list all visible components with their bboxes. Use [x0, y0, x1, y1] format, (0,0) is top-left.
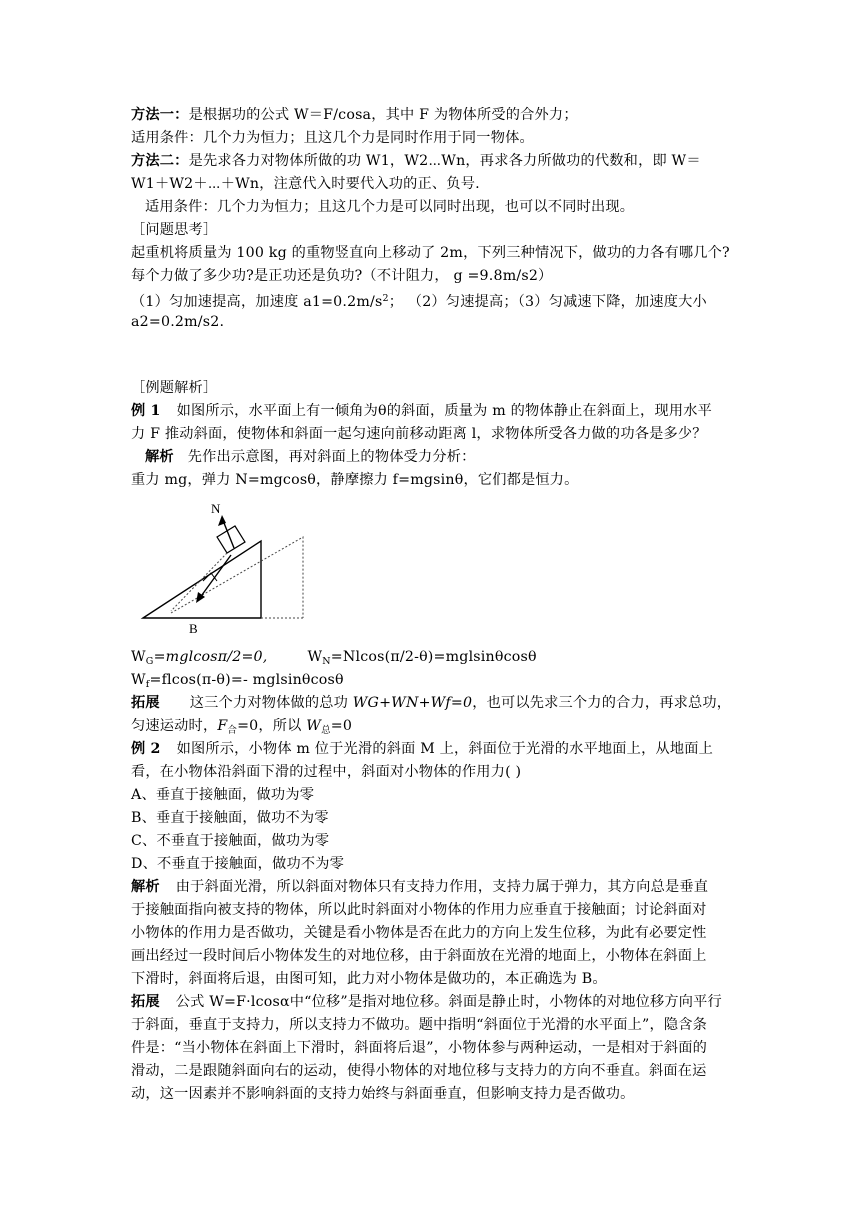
option-c: C、不垂直于接触面，做功为零 [131, 833, 330, 849]
example-1-forces: 重力 mg，弹力 N=mgcosθ，静摩擦力 f=mgsinθ，它们都是恒力。 [131, 472, 579, 488]
path-dotted [171, 553, 227, 611]
example-2-line-2: 看，在小物体沿斜面下滑的过程中，斜面对小物体的作用力( ) [131, 764, 522, 780]
label-b: B [189, 621, 198, 636]
question-line-2: 每个力做了多少功?是正功还是负功?（不计阻力， g =9.8m/s2） [131, 268, 553, 284]
extension-1-text-a: 这三个力对物体做的总功 [189, 695, 353, 711]
example-1-analysis [145, 446, 476, 468]
unit-superscript: 2 [382, 293, 389, 304]
ext1-w: W [306, 718, 322, 734]
eq-wf-sub: f [145, 679, 150, 690]
extension-2-line-1 [131, 991, 722, 1013]
example-2-text-1: 如图所示，小物体 m 位于光滑的斜面 M 上，斜面位于光滑的水平地面上，从地面上 [176, 741, 714, 757]
example-1-analysis-text: 先作出示意图，再对斜面上的物体受力分析： [187, 449, 476, 465]
example-1-line-1 [131, 400, 712, 422]
method-two-line [131, 150, 701, 172]
question-line-3 [131, 288, 707, 313]
extension-1-sum: WG+WN+Wf=0 [352, 695, 473, 711]
eq-wn-value: =Nlcos(π/2-θ)=mglsinθcosθ [330, 649, 537, 665]
extension-2-line-4: 滑动，二是跟随斜面向右的运动，使得小物体的对地位移与支持力的方向不垂直。斜面在运 [131, 1063, 707, 1079]
eq-wg-value: =mglcosπ/2=0, [153, 649, 268, 665]
extension-1-text-b: ，也可以先求三个力的合力，再求总功， [472, 695, 732, 711]
example-1-label: 例 1 [131, 403, 161, 419]
example-2-analysis-label: 解析 [131, 879, 160, 895]
ext1-so: =0，所以 [237, 718, 307, 734]
option-d: D、不垂直于接触面，做功不为零 [131, 856, 345, 872]
eq-wf: W [131, 672, 146, 688]
question-line-4: a2=0.2m/s2. [131, 314, 225, 330]
question-case-1: （1）匀加速提高，加速度 a1=0.2m/s [131, 294, 383, 310]
example-2-label: 例 2 [131, 741, 161, 757]
method-one-line [131, 104, 578, 126]
eq-wg-sub: G [145, 656, 154, 667]
examples-heading: ［例题解析］ [131, 380, 218, 396]
method-two-condition: 适用条件：几个力为恒力；且这几个力是可以同时出现，也可以不同时出现。 [145, 199, 635, 215]
extension-2-label: 拓展 [131, 994, 160, 1010]
label-n: N [211, 501, 221, 516]
question-line-1: 起重机将质量为 100 kg 的重物竖直向上移动了 2m，下列三种情况下，做功的力各有哪几个? [131, 245, 730, 261]
ext1-f-sub: 合 [227, 725, 238, 736]
question-heading: ［问题思考］ [131, 222, 218, 238]
extension-2-line-5: 动，这一因素并不影响斜面的支持力始终与斜面垂直，但影响支持力是否做功。 [131, 1086, 635, 1102]
example-1-analysis-label: 解析 [145, 449, 174, 465]
question-case-2-3: ； （2）匀速提高；（3）匀减速下降，加速度大小 [388, 294, 707, 310]
extension-2-text-1: 公式 W=F·lcosα中“位移”是指对地位移。斜面是静止时，小物体的对地位移方向平行 [175, 994, 722, 1010]
extension-2-line-3: 件是：“当小物体在斜面上下滑时，斜面将后退”，小物体参与两种运动，一是相对于斜面的 [131, 1040, 708, 1056]
example-2-analysis-4: 画出经过一段时间后小物体发生的对地位移，由于斜面放在光滑的地面上，小物体在斜面上 [131, 948, 707, 964]
example-1-text-1: 如图所示，水平面上有一倾角为θ的斜面，质量为 m 的物体静止在斜面上，现用水平 [176, 403, 712, 419]
option-b: B、垂直于接触面，做功不为零 [131, 810, 329, 826]
example-2-analysis-text-1: 由于斜面光滑，所以斜面对物体只有支持力作用，支持力属于弹力，其方向总是垂直 [175, 879, 709, 895]
example-2-analysis-5: 下滑时，斜面将后退，由图可知，此力对小物体是做功的，本正确选为 B。 [131, 971, 607, 987]
ext1-f: F [217, 718, 228, 734]
example-2-line-1 [131, 738, 713, 760]
ext1-w-sub: 总 [321, 725, 331, 736]
example-2-analysis-2: 于接触面指向被支持的物体，所以此时斜面对小物体的作用力应垂直于接触面；讨论斜面对 [131, 902, 707, 918]
eq-wn-sub: N [322, 656, 331, 667]
method-one-lead: 方法一： [131, 107, 189, 123]
ext1-uniform: 匀速运动时， [131, 718, 218, 734]
example-2-analysis-1 [131, 876, 708, 898]
extension-2-line-2: 于斜面，垂直于支持力，所以支持力不做功。题中指明“斜面位于光滑的水平面上”，隐含条 [131, 1017, 708, 1033]
extension-1-line-1 [131, 692, 731, 714]
method-one-text: 是根据功的公式 W＝F/cosa，其中 F 为物体所受的合外力； [188, 107, 578, 123]
method-two-text-a: 是先求各力对物体所做的功 W1，W2⋯Wn，再求各力所做功的代数和，即 W＝ [188, 153, 701, 169]
ext1-zero: =0 [330, 718, 353, 734]
example-2-analysis-3: 小物体的作用力是否做功，关键是看小物体是否在此力的方向上发生位移，为此有必要定性 [131, 925, 707, 941]
extension-1-label: 拓展 [131, 695, 160, 711]
method-two-text-b: W1＋W2＋⋯＋Wn，注意代入时要代入功的正、负号. [131, 176, 480, 192]
eq-wn: W [307, 649, 323, 665]
method-two-lead: 方法二： [131, 153, 189, 169]
eq-wf-value: =flcos(π-θ)=- mglsinθcosθ [149, 672, 344, 688]
displaced-incline [171, 537, 303, 618]
incline-figure [131, 493, 351, 638]
example-1-line-2: 力 F 推动斜面，使物体和斜面一起匀速向前移动距离 l，求物体所受各力做的功各是多少？ [131, 426, 707, 442]
eq-wg: W [131, 649, 146, 665]
option-a: A、垂直于接触面，做功为零 [131, 787, 315, 803]
method-one-condition: 适用条件：几个力为恒力；且这几个力是同时作用于同一物体。 [131, 130, 534, 146]
